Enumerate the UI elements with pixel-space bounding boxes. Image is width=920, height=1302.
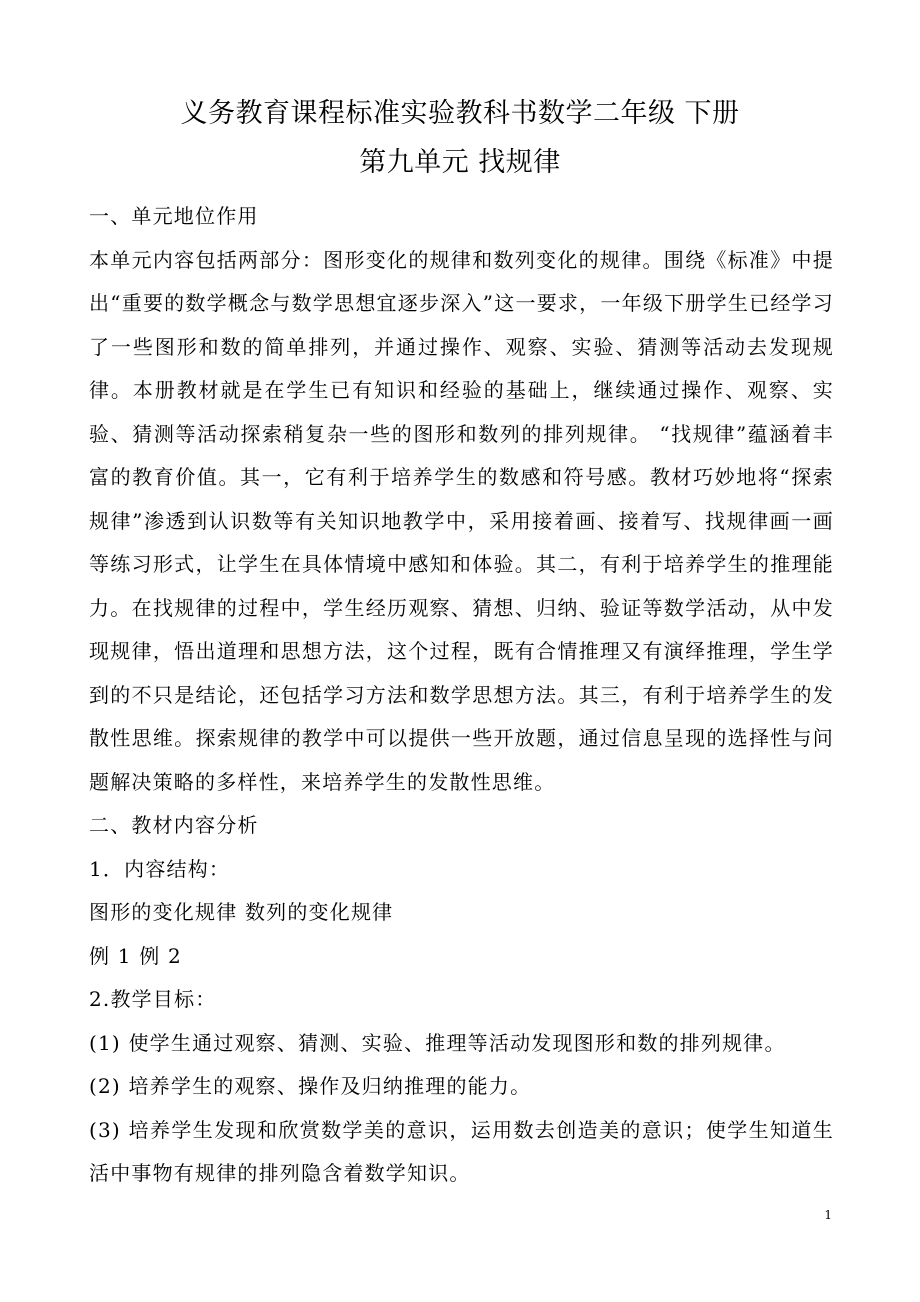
section-heading-unit-role: 一、单元地位作用 bbox=[89, 204, 259, 228]
examples-line: 例 1 例 2 bbox=[89, 943, 182, 968]
content-structure-line: 图形的变化规律 数列的变化规律 bbox=[89, 900, 394, 924]
unit-title: 第九单元 找规律 bbox=[359, 147, 561, 178]
document-body bbox=[89, 195, 834, 1196]
teaching-goal-3: (3) 培养学生发现和欣赏数学美的意识，运用数去创造美的意识；使学生知道生活中事物有规律的排列隐含着数学知识。 bbox=[89, 1117, 834, 1185]
section-heading-content-analysis: 二、教材内容分析 bbox=[89, 813, 259, 837]
teaching-goal-2: (2) 培养学生的观察、操作及归纳推理的能力。 bbox=[89, 1074, 532, 1098]
teaching-goals-heading: 2.教学目标： bbox=[89, 987, 217, 1011]
unit-role-paragraph: 本单元内容包括两部分：图形变化的规律和数列变化的规律。围绕《标准》中提出“重要的数学概念与数学思想宜逐步深入”这一要求，一年级下册学生已经学习了一些图形和数的简单排列，并通过操作、观察、实验、猜测等活动去发现规律。本册教材就是在学生已有知识和经验的基础上，继续通过操作、观察、实验、猜测等活动探索稍复杂一些的图形和数列的排列规律。 “找规律”蕴涵着丰富的教育价值。其一，它有利于培养学生的数感和符号感。教材巧妙地将“探索规律”渗透到认识数等有关知识地教学中，采用接着画、接着写、找规律画一画等练习形式，让学生在具体情境中感知和体验。其二，有利于培养学生的推理能力。在找规律的过程中，学生经历观察、猜想、归纳、验证等数学活动，从中发现规律，悟出道理和思想方法，这个过程，既有合情推理又有演绎推理，学生学到的不只是结论，还包括学习方法和数学思想方法。其三，有利于培养学生的发散性思维。探索规律的教学中可以提供一些开放题，通过信息呈现的选择性与问题解决策略的多样性，来培养学生的发散性思维。 bbox=[89, 247, 834, 794]
teaching-goal-1: (1) 使学生通过观察、猜测、实验、推理等活动发现图形和数的排列规律。 bbox=[89, 1030, 786, 1055]
document-title: 义务教育课程标准实验教科书数学二年级 下册 bbox=[180, 98, 740, 129]
page-number: 1 bbox=[824, 1208, 832, 1222]
content-structure-heading: 1．内容结构： bbox=[89, 856, 231, 881]
